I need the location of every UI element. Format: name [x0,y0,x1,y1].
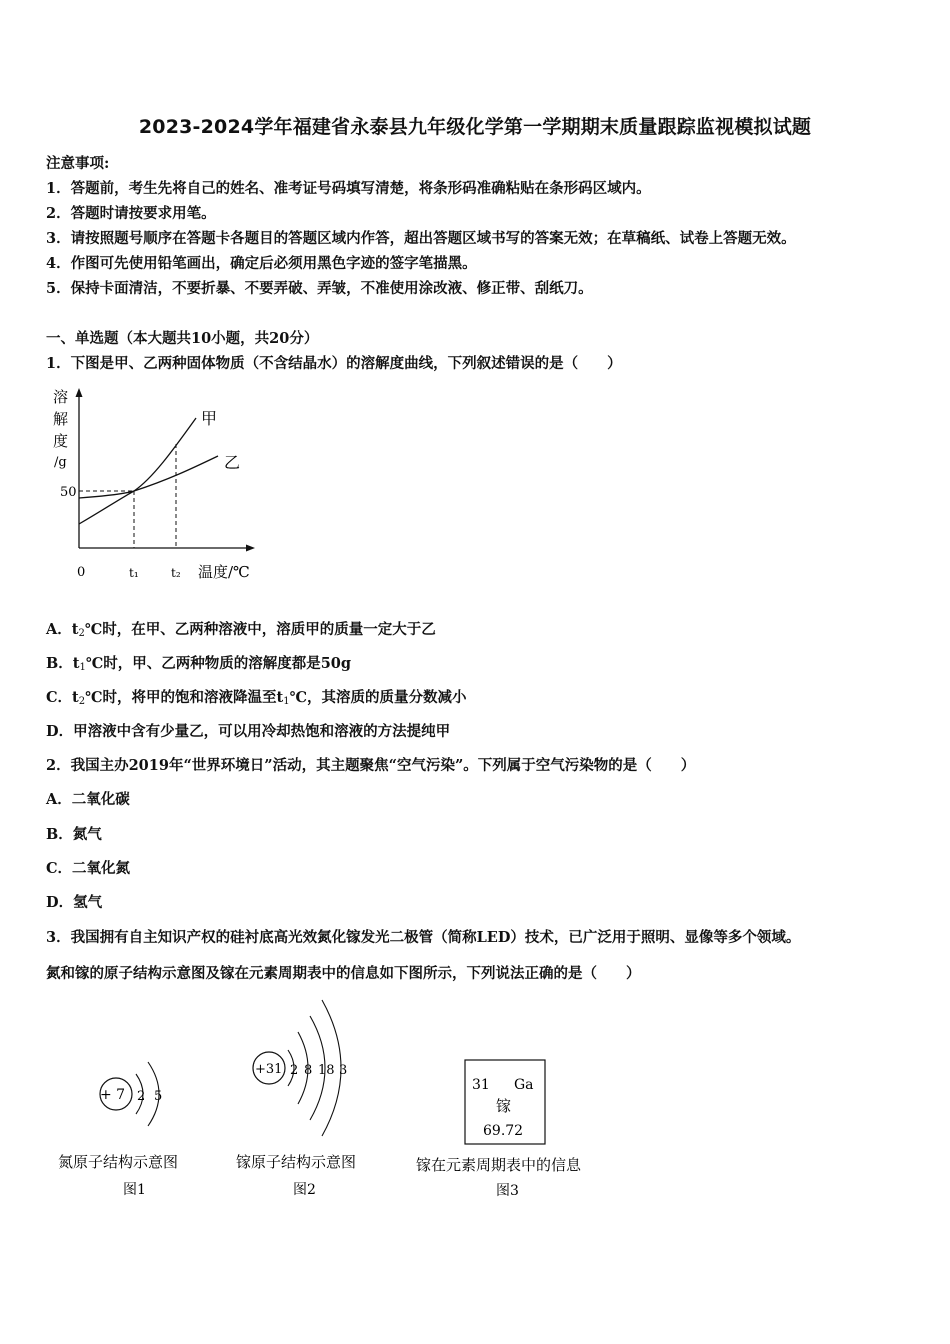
y-axis-label [53,388,68,470]
nucleus-charge: + 7 [100,1087,126,1103]
q1-option-c[interactable]: C．$t_2℃$时，将甲的饱和溶液降温至$t_1℃$，其溶质的质量分数减小 [46,689,467,707]
element-symbol: Ga [514,1077,534,1093]
question-3-stem-line2: 氮和镓的原子结构示意图及镓在元素周期表中的信息如下图所示，下列说法正确的是（ ） [46,965,641,982]
q1-option-d[interactable]: D．甲溶液中含有少量乙，可以用冷却热饱和溶液的方法提纯甲 [46,723,451,740]
y-tick-50: 50 [60,485,77,500]
notice-item: 5．保持卡面清洁，不要折暴、不要弄破、弄皱，不准使用涂改液、修正带、刮纸刀。 [46,280,593,297]
nitrogen-atom-diagram [50,1040,220,1210]
figure-caption: 镓在元素周期表中的信息 [416,1156,582,1174]
notice-item: 2．答题时请按要求用笔。 [46,205,216,222]
shell-count: 5 [154,1089,163,1104]
shell-count: 18 [318,1063,335,1078]
figure-label: 图3 [496,1183,519,1199]
notice-heading: 注意事项: [46,155,110,172]
figure-label: 图1 [123,1182,146,1198]
y-label-char: 溶 [53,388,69,406]
y-label-char: 解 [53,410,69,428]
shell-count: 2 [137,1089,146,1104]
x-axis-arrow-icon [246,545,255,552]
figure-caption: 镓原子结构示意图 [236,1153,357,1171]
page-title: 2023-2024学年福建省永泰县九年级化学第一学期期末质量跟踪监视模拟试题 [138,116,812,138]
q1-option-b[interactable]: B．$t_1℃$时，甲、乙两种物质的溶解度都是50g [46,655,352,673]
element-name: 镓 [496,1097,512,1115]
notice-item: 4．作图可先使用铅笔画出，确定后必须用黑色字迹的签字笔描黑。 [46,255,477,272]
figure-label: 图2 [293,1182,316,1198]
q2-option-a[interactable]: A．二氧化碳 [46,791,130,808]
notice-item: 3．请按照题号顺序在答题卡各题目的答题区域内作答，超出答题区域书写的答案无效；在草稿纸、试卷上答题无效。 [46,230,796,247]
curve-jia [79,418,196,498]
curve-yi-label: 乙 [224,453,241,472]
figure-caption: 氮原子结构示意图 [58,1153,179,1171]
solubility-curve-graph [48,380,278,590]
question-3-stem-line1: 3．我国拥有自主知识产权的硅衬底高光效氮化镓发光二极管（简称LED）技术，已广泛用于照明、显像等多个领域。 [46,929,801,946]
gallium-atom-diagram [230,990,400,1210]
nucleus-charge: +31 [255,1062,283,1077]
x-axis-label: 温度/℃ [198,563,250,581]
shell-count: 8 [304,1063,313,1078]
y-axis-arrow-icon [76,388,83,397]
notice-item: 1．答题前，考生先将自己的姓名、准考证号码填写清楚，将条形码准确粘贴在条形码区域内。 [46,180,651,197]
q2-option-b[interactable]: B．氮气 [46,826,102,843]
atomic-mass: 69.72 [483,1123,524,1139]
q1-option-a[interactable]: A．$t_2℃$时，在甲、乙两种溶液中，溶质甲的质量一定大于乙 [46,621,436,639]
atomic-number: 31 [472,1077,490,1093]
gallium-periodic-cell [410,1055,630,1205]
question-1-stem: 1．下图是甲、乙两种固体物质（不含结晶水）的溶解度曲线，下列叙述错误的是（ ） [46,355,622,372]
shell-count: 2 [290,1063,299,1078]
t1-label: t₁ [129,566,139,580]
shell-count: 3 [339,1063,348,1078]
section-heading: 一、单选题（本大题共10小题，共20分） [46,330,319,347]
q2-option-d[interactable]: D．氢气 [46,894,103,911]
origin-label: 0 [77,565,86,580]
curve-yi [79,456,218,524]
curve-jia-label: 甲 [201,409,218,428]
y-label-char: 度 [53,432,69,450]
q2-option-c[interactable]: C．二氧化氮 [46,860,131,877]
t2-label: t₂ [171,566,181,580]
y-label-char: /g [54,455,67,470]
question-2-stem: 2．我国主办2019年“世界环境日”活动，其主题聚焦“空气污染”。下列属于空气污染物的是（ ） [46,757,696,774]
